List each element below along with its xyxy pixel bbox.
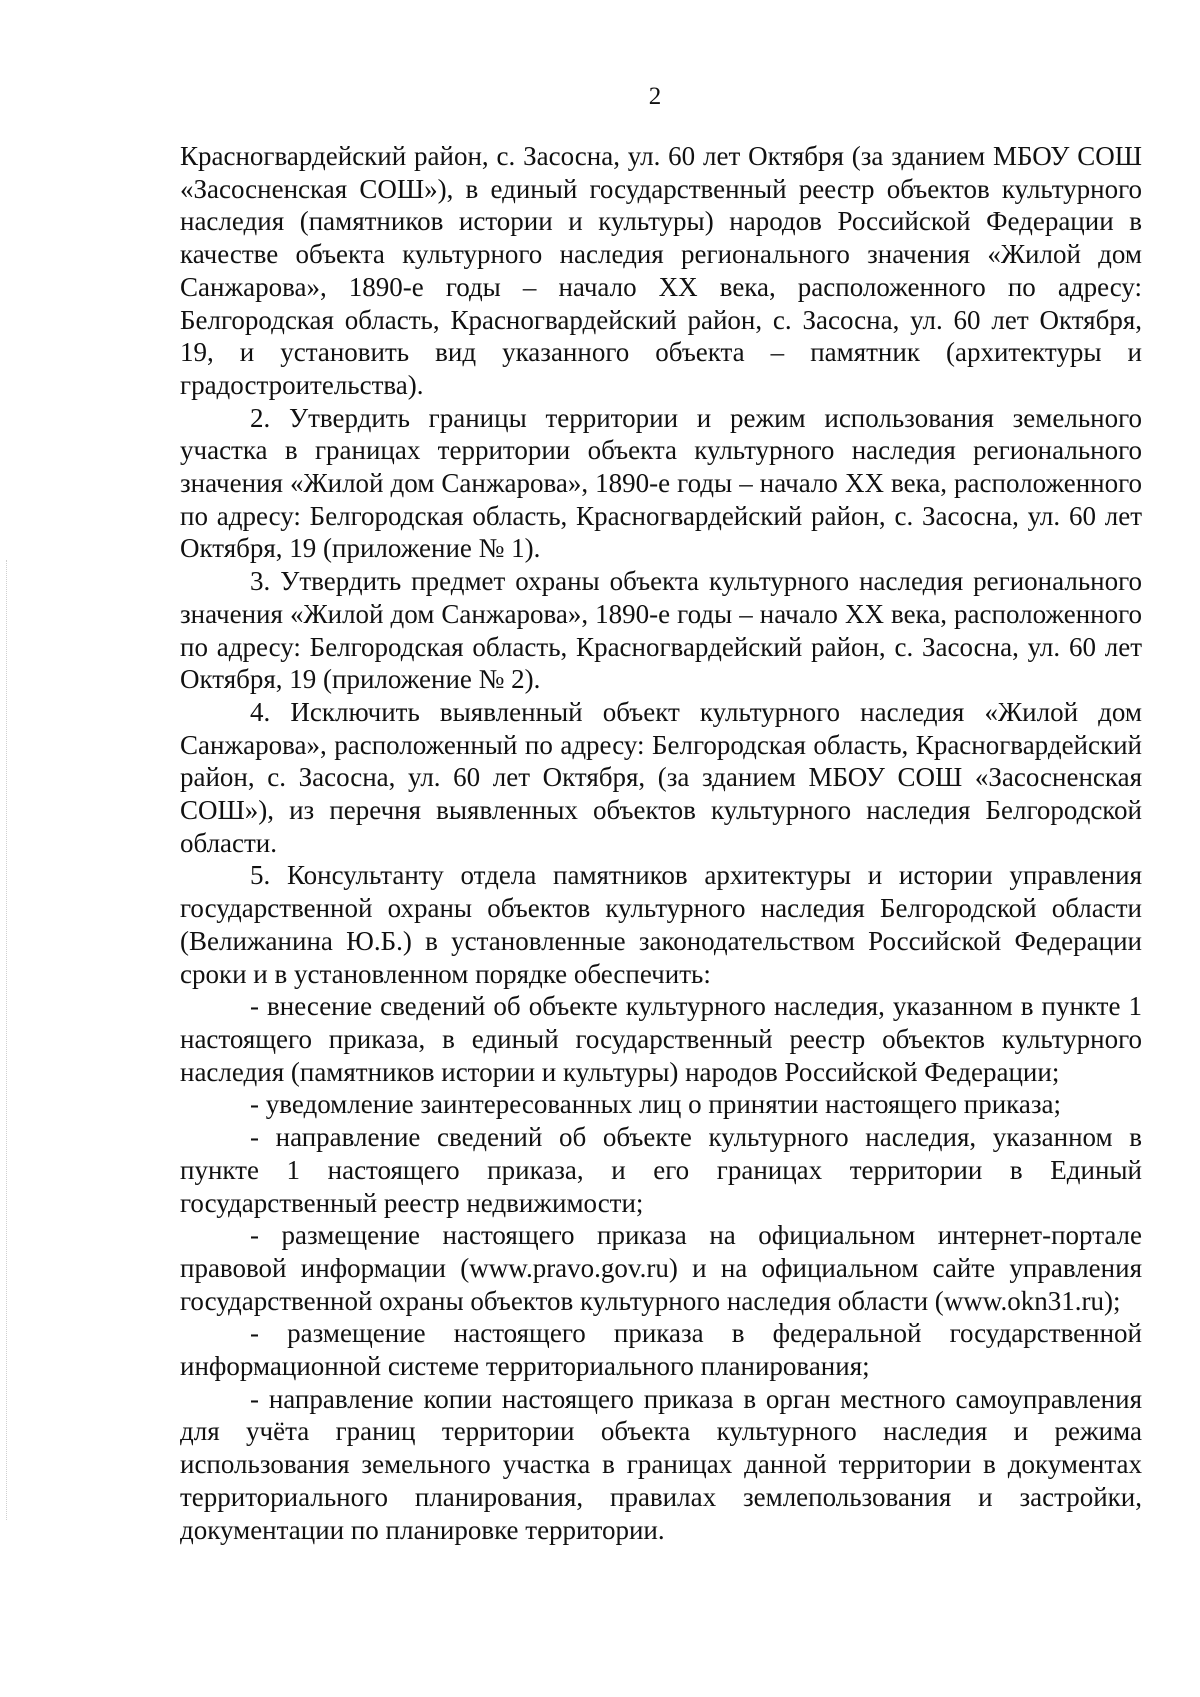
- paragraph-item-3: 3. Утвердить предмет охраны объекта культурного наследия регионального значения «Жилой дом Санжарова», 1890-е годы – начало XX века, расположенного по адресу: Белгородская область, Красногвардейский район, с. Засосна, ул. 60 лет Октября, 19 (приложение № 2).: [180, 566, 1142, 695]
- list-item-local-government: - направление копии настоящего приказа в орган местного самоуправления для учёта границ территории объекта культурного наследия и режима использования земельного участка в границах данной территории в документах территориального планирования, правилах землепользования и застройки, документации по планировке территории.: [180, 1383, 1142, 1545]
- paragraph-item-2: 2. Утвердить границы территории и режим использования земельного участка в границах территории объекта культурного наследия регионального значения «Жилой дом Санжарова», 1890-е годы – начало XX века, расположенного по адресу: Белгородская область, Красногвардейский район, с. Засосна, ул. 60 лет Октября, 19 (приложение № 1).: [180, 402, 1142, 564]
- list-item-registry-entry: - внесение сведений об объекте культурного наследия, указанном в пункте 1 настоящего приказа, в единый государственный реестр объектов культурного наследия (памятников истории и культуры) народов Российской Федерации;: [180, 991, 1142, 1087]
- list-item-federal-system: - размещение настоящего приказа в федеральной государственной информационной системе территориального планирования;: [180, 1318, 1142, 1382]
- list-item-notification: - уведомление заинтересованных лиц о принятии настоящего приказа;: [250, 1089, 1062, 1120]
- paragraph-item-4: 4. Исключить выявленный объект культурного наследия «Жилой дом Санжарова», расположенный по адресу: Белгородская область, Красногвардейский район, с. Засосна, ул. 60 лет Октября, (за зданием МБОУ СОШ «Засосненская СОШ»), из перечня выявленных объектов культурного наследия Белгородской области.: [180, 696, 1142, 858]
- page-number: 2: [648, 83, 662, 110]
- list-item-real-estate-registry: - направление сведений об объекте культурного наследия, указанном в пункте 1 настоящего приказа, и его границах территории в Единый государственный реестр недвижимости;: [180, 1122, 1142, 1218]
- paragraph-continuation: Красногвардейский район, с. Засосна, ул. 60 лет Октября (за зданием МБОУ СОШ «Засосненская СОШ»), в единый государственный реестр объектов культурного наследия (памятников истории и культуры) народов Российской Федерации в качестве объекта культурного наследия регионального значения «Жилой дом Санжарова», 1890-е годы – начало XX века, расположенного по адресу: Белгородская область, Красногвардейский район, с. Засосна, ул. 60 лет Октября, 19, и установить вид указанного объекта – памятник (архитектуры и градостроительства).: [180, 141, 1142, 400]
- paragraph-item-5: 5. Консультанту отдела памятников архитектуры и истории управления государственной охраны объектов культурного наследия Белгородской области (Велижанина Ю.Б.) в установленные законодательством Российской Федерации сроки и в установленном порядке обеспечить:: [180, 860, 1142, 989]
- scan-margin-line: [6, 560, 7, 1520]
- document-body: [180, 140, 1142, 1546]
- list-item-publication: - размещение настоящего приказа на официальном интернет-портале правовой информации (www.pravo.gov.ru) и на официальном сайте управления государственной охраны объектов культурного наследия области (www.okn31.ru);: [180, 1220, 1142, 1316]
